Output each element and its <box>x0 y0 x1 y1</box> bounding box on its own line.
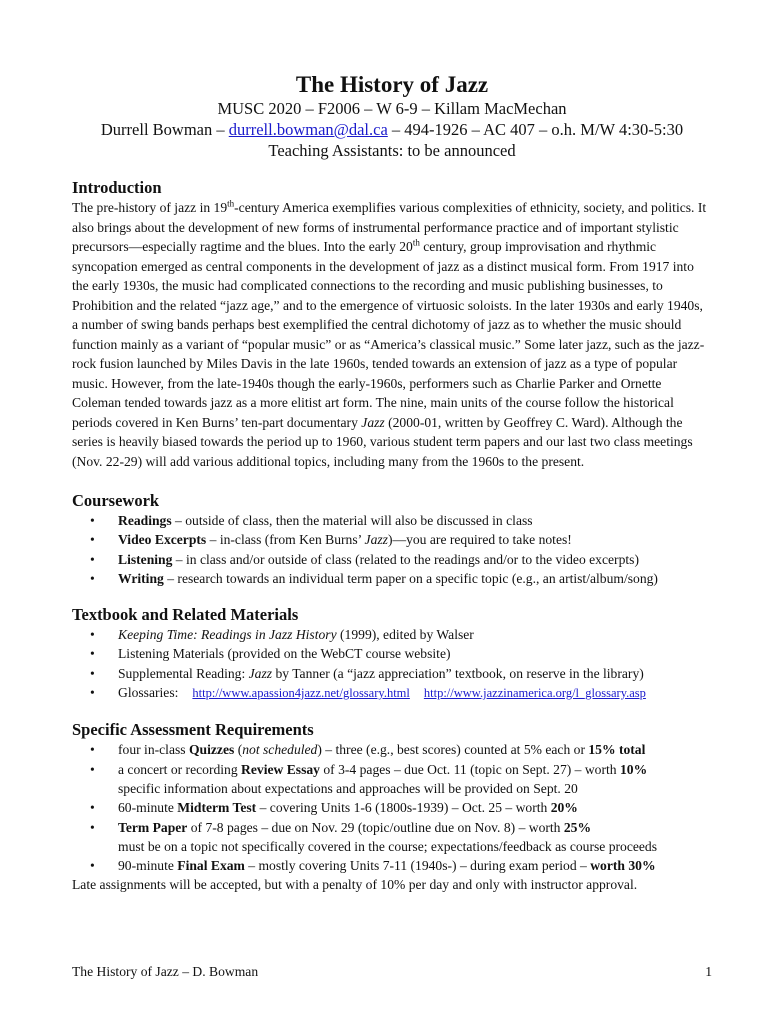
item-text: )—you are required to take notes! <box>387 532 572 548</box>
item-label: Readings <box>118 513 172 528</box>
bullet-icon: • <box>90 819 95 835</box>
item-weight: 10% <box>619 761 648 777</box>
intro-text-4: (2000-01, written by Geoffrey C. Ward). Although the series is heavily biased towards the period up to 1960, various student term papers and our last two class meetings (Nov. 22-29) will add various additional topics, including many from the 1960s to the present. <box>72 414 693 469</box>
coursework-list <box>72 511 712 588</box>
assessment-list <box>72 740 712 875</box>
textbook-heading: Textbook and Related Materials <box>72 605 299 625</box>
bullet-icon: • <box>90 532 95 548</box>
list-item <box>72 664 712 683</box>
item-text: – in-class (from Ken Burns’ <box>206 532 365 548</box>
intro-paragraph <box>72 198 712 471</box>
item-text: of 7-8 pages – due on Nov. 29 (topic/outline due on Nov. 8) – worth <box>187 819 564 835</box>
item-weight: worth 30% <box>590 858 656 874</box>
list-item <box>72 740 712 759</box>
item-label: Term Paper <box>118 819 188 835</box>
intro-sup-1: th <box>227 198 235 209</box>
intro-sup-2: th <box>412 237 420 248</box>
item-label: Video Excerpts <box>118 532 207 548</box>
item-text: – in class and/or outside of class (related to the readings and/or to the video excerpts) <box>172 551 639 567</box>
coursework-heading: Coursework <box>72 491 160 510</box>
late-policy: Late assignments will be accepted, but with a penalty of 10% per day and only with instructor approval. <box>72 877 638 893</box>
item-text: 60-minute <box>118 800 178 816</box>
item-text: Supplemental Reading: <box>118 665 249 681</box>
item-italic: not scheduled <box>242 742 318 758</box>
item-continuation: specific information about expectations and approaches will be provided on Sept. 20 <box>118 780 578 796</box>
bullet-icon: • <box>90 685 95 701</box>
list-item <box>72 644 712 663</box>
item-text: a concert or recording <box>118 761 242 777</box>
bullet-icon: • <box>90 742 95 758</box>
item-continuation: must be on a topic not specifically covered in the course; expectations/feedback as course proceeds <box>118 838 658 854</box>
list-item <box>72 511 712 530</box>
glossary-link-1[interactable]: http://www.apassion4jazz.net/glossary.html <box>192 686 410 701</box>
book-title: Keeping Time: Readings in Jazz History <box>118 627 337 643</box>
item-weight: 25% <box>563 819 592 835</box>
bullet-icon: • <box>90 570 95 586</box>
glossary-link-2[interactable]: http://www.jazzinamerica.org/l_glossary.asp <box>423 686 646 701</box>
instructor-contact: – 494-1926 – AC 407 – o.h. M/W 4:30-5:30 <box>387 120 684 139</box>
intro-jazz-title: Jazz <box>361 414 385 430</box>
footer-title: The History of Jazz – D. Bowman <box>72 964 259 979</box>
bullet-icon: • <box>90 800 95 816</box>
item-text: of 3-4 pages – due Oct. 11 (topic on Sept. 27) – worth <box>319 761 620 777</box>
document-page <box>72 0 712 895</box>
item-text: – covering Units 1-6 (1800s-1939) – Oct. 25 – worth <box>256 800 551 816</box>
item-italic: Jazz <box>364 532 388 548</box>
intro-text-3: century, group improvisation and rhythmic syncopation emerged as central components in the development of jazz as a distinct musical form. From 1917 into the early 1930s, the music had complicated connections to the recording and music publishing businesses, to Prohibition and the related “jazz age,” and to the emergence of virtuosic soloists. In the later 1930s and early 1940s, a number of swing bands perhaps best exemplified the central dichotomy of jazz as to whether the music should function mainly as a variant of “popular music” or as “America’s classical music.” Some later jazz, such as the jazz-rock fusion launched by Miles Davis in the late 1960s, tended towards an extension of jazz as a type of popular music. However, from the late-1940s though the early-1960s, performers such as Charlie Parker and Ornette Coleman tended towards jazz as a more elitist art form. The nine, main units of the course follow the historical periods covered in Ken Burns’ ten-part documentary <box>72 239 705 430</box>
bullet-icon: • <box>90 646 95 662</box>
item-label: Review Essay <box>241 761 320 777</box>
bullet-icon: • <box>90 665 95 681</box>
item-text: four in-class <box>118 742 189 758</box>
list-item <box>72 569 712 588</box>
bullet-icon: • <box>90 627 95 643</box>
list-item <box>72 550 712 569</box>
list-item <box>72 625 712 644</box>
book-title: Jazz <box>248 665 273 681</box>
item-label: Midterm Test <box>177 800 257 816</box>
item-label: Writing <box>118 570 164 586</box>
item-weight: 20% <box>550 800 578 816</box>
list-item <box>72 530 712 549</box>
list-item <box>72 798 712 817</box>
item-text: ) – three (e.g., best scores) counted at 5% each or <box>317 742 589 758</box>
instructor-name: Durrell Bowman – <box>100 120 229 139</box>
bullet-icon: • <box>90 551 95 567</box>
item-label: Quizzes <box>188 742 235 758</box>
item-label: Listening <box>118 551 173 567</box>
item-text: – research towards an individual term paper on a specific topic (e.g., an artist/album/song) <box>163 570 658 586</box>
list-item <box>72 856 712 875</box>
bullet-icon: • <box>90 761 95 777</box>
item-text: (1999), edited by Walser <box>336 627 474 643</box>
item-text: ( <box>234 742 243 758</box>
intro-text-1: The pre-history of jazz in 19 <box>72 200 228 215</box>
page-number: 1 <box>705 964 712 979</box>
document-header <box>72 72 712 161</box>
item-text: 90-minute <box>118 858 178 874</box>
instructor-line <box>72 119 712 140</box>
bullet-icon: • <box>90 513 95 528</box>
item-text: Glossaries: <box>118 685 179 701</box>
page-footer <box>72 964 712 980</box>
list-item <box>72 760 712 799</box>
item-weight: 15% total <box>588 742 646 758</box>
document-title: The History of Jazz <box>295 72 489 97</box>
item-text: – mostly covering Units 7-11 (1940s-) – during exam period – <box>244 858 591 874</box>
textbook-list <box>72 625 712 703</box>
assessment-heading: Specific Assessment Requirements <box>72 720 314 740</box>
item-label: Final Exam <box>177 858 245 874</box>
instructor-email-link[interactable]: durrell.bowman@dal.ca <box>228 120 388 139</box>
item-text: Listening Materials (provided on the WebCT course website) <box>118 646 451 662</box>
bullet-icon: • <box>90 858 95 874</box>
ta-line: Teaching Assistants: to be announced <box>268 141 516 160</box>
intro-heading: Introduction <box>72 178 162 197</box>
intro-text-2: -century America exemplifies various complexities of ethnicity, society, and politics. It also brings about the development of new forms of instrumental performance practice and of important stylistic precursors—especially ragtime and the blues. Into the early 20 <box>72 200 707 254</box>
list-item <box>72 818 712 857</box>
list-item <box>72 683 712 703</box>
item-text: by Tanner (a “jazz appreciation” textbook, on reserve in the library) <box>272 665 644 681</box>
course-info-line: MUSC 2020 – F2006 – W 6-9 – Killam MacMechan <box>217 99 567 118</box>
item-text: – outside of class, then the material will also be discussed in class <box>171 513 533 528</box>
